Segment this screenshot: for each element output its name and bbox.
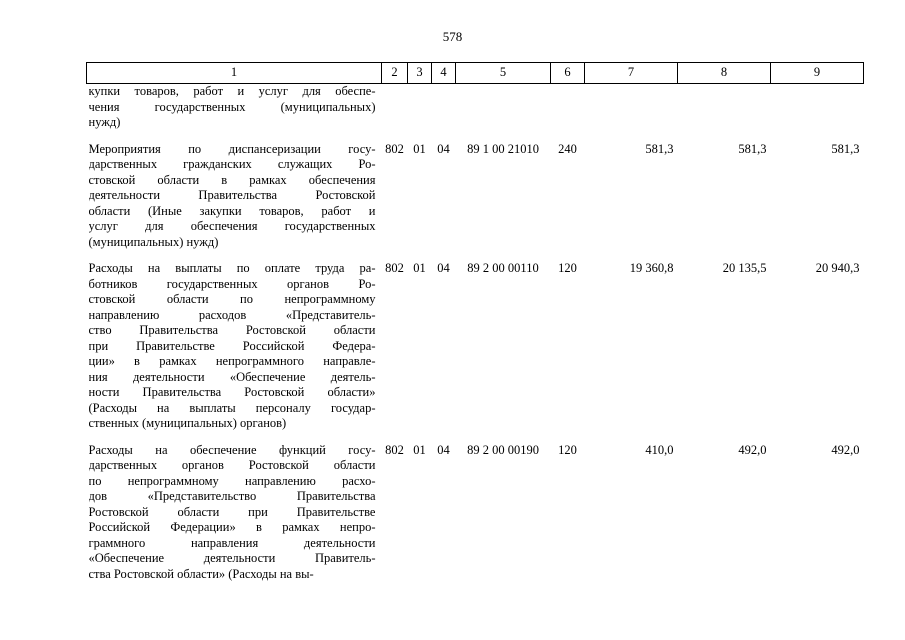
ministry-code: 802: [385, 442, 404, 457]
table-body: [87, 84, 864, 583]
description-line: (Расходы на выплаты персоналу государ-: [88, 400, 376, 415]
description-line: стовской области в рамках обеспечения: [88, 172, 376, 187]
subsection-code: 04: [437, 141, 450, 156]
ministry-code: [382, 84, 408, 131]
column-header: 5: [456, 63, 551, 84]
amount-year-2: 20 135,5: [722, 261, 767, 275]
amount-year-3: 20 940,3: [815, 261, 860, 275]
column-header: 3: [408, 63, 432, 84]
description-line: дарственных органов Ростовской области: [88, 458, 376, 472]
amount-year-1: [585, 84, 678, 131]
description-line: чения государственных (муниципальных): [88, 99, 376, 114]
column-header: 9: [771, 63, 864, 84]
column-header: 1: [87, 63, 382, 84]
subsection-code: 04: [437, 261, 450, 275]
description-line: ния деятельности «Обеспечение деятель-: [88, 369, 376, 384]
description-line: граммного направления деятельности: [88, 535, 376, 550]
amount-year-3: 581,3: [831, 141, 860, 156]
budget-table: [86, 62, 864, 582]
expense-type-code: [551, 84, 585, 131]
target-article-code: [456, 84, 551, 131]
description-line: дов «Представительство Правительства: [88, 489, 376, 503]
description-line: Российской Федерации» в рамках непро-: [88, 520, 376, 534]
amount-year-3: [771, 84, 864, 131]
amount-year-1: 581,3: [645, 141, 674, 156]
amount-year-1: 410,0: [645, 442, 674, 457]
description-line: деятельности Правительства Ростовской: [88, 188, 376, 202]
description-line: Ростовской области при Правительстве: [88, 504, 376, 519]
amount-year-2: 581,3: [738, 141, 767, 156]
column-header: 2: [382, 63, 408, 84]
description-line: купки товаров, работ и услуг для обеспе-: [88, 84, 376, 98]
description-line: стовской области по непрограммному: [88, 292, 376, 306]
amount-year-2: 492,0: [738, 442, 767, 457]
column-header: 4: [432, 63, 456, 84]
expense-type-code: 120: [558, 442, 577, 457]
table-header-row: [87, 63, 864, 84]
expense-type-code: 120: [558, 261, 577, 275]
ministry-code: 802: [385, 261, 404, 275]
amount-year-2: [678, 84, 771, 131]
description-line: ства Ростовской области» (Расходы на вы-: [88, 566, 314, 581]
description-line: по непрограммному направлению расхо-: [88, 473, 376, 488]
section-code: [408, 84, 432, 131]
description-line: ственных (муниципальных) органов): [88, 416, 287, 430]
description-line: Мероприятия по диспансеризации госу-: [88, 141, 376, 156]
expense-type-code: 240: [558, 141, 577, 156]
amount-year-1: 19 360,8: [629, 261, 674, 275]
description-line: ции» в рамках непрограммного направле-: [88, 354, 376, 368]
row-description: [87, 84, 382, 131]
description-line: дарственных гражданских служащих Ро-: [88, 157, 376, 171]
description-line: (муниципальных) нужд): [88, 234, 219, 249]
description-line: Расходы на обеспечение функций госу-: [88, 442, 376, 457]
column-header: 6: [551, 63, 585, 84]
description-line: области (Иные закупки товаров, работ и: [88, 203, 376, 218]
column-header: 7: [585, 63, 678, 84]
description-line: «Обеспечение деятельности Правитель-: [88, 551, 376, 565]
row-description: [87, 250, 382, 432]
description-line: ботников государственных органов Ро-: [88, 276, 376, 291]
description-line: нужд): [88, 115, 121, 129]
section-code: 01: [413, 442, 426, 457]
subsection-code: 04: [437, 442, 450, 457]
page-number: 578: [442, 29, 463, 44]
subsection-code: [432, 84, 456, 131]
target-article-code: 89 2 00 00190: [467, 442, 539, 457]
description-line: услуг для обеспечения государственных: [88, 219, 376, 233]
table-row: [87, 131, 864, 251]
row-description: [87, 432, 382, 583]
row-description: [87, 131, 382, 251]
amount-year-3: 492,0: [831, 442, 860, 457]
section-code: 01: [413, 261, 426, 275]
table-row: [87, 250, 864, 432]
table-row: [87, 84, 864, 131]
ministry-code: 802: [385, 141, 404, 156]
target-article-code: 89 1 00 21010: [467, 141, 539, 156]
description-line: при Правительстве Российской Федера-: [88, 338, 376, 353]
description-line: направлению расходов «Представитель-: [88, 307, 376, 322]
target-article-code: 89 2 00 00110: [467, 261, 539, 275]
description-line: ство Правительства Ростовской области: [88, 323, 376, 337]
column-header: 8: [678, 63, 771, 84]
description-line: ности Правительства Ростовской области»: [88, 385, 376, 399]
table-row: [87, 432, 864, 583]
description-line: Расходы на выплаты по оплате труда ра-: [88, 261, 376, 275]
section-code: 01: [413, 141, 426, 156]
